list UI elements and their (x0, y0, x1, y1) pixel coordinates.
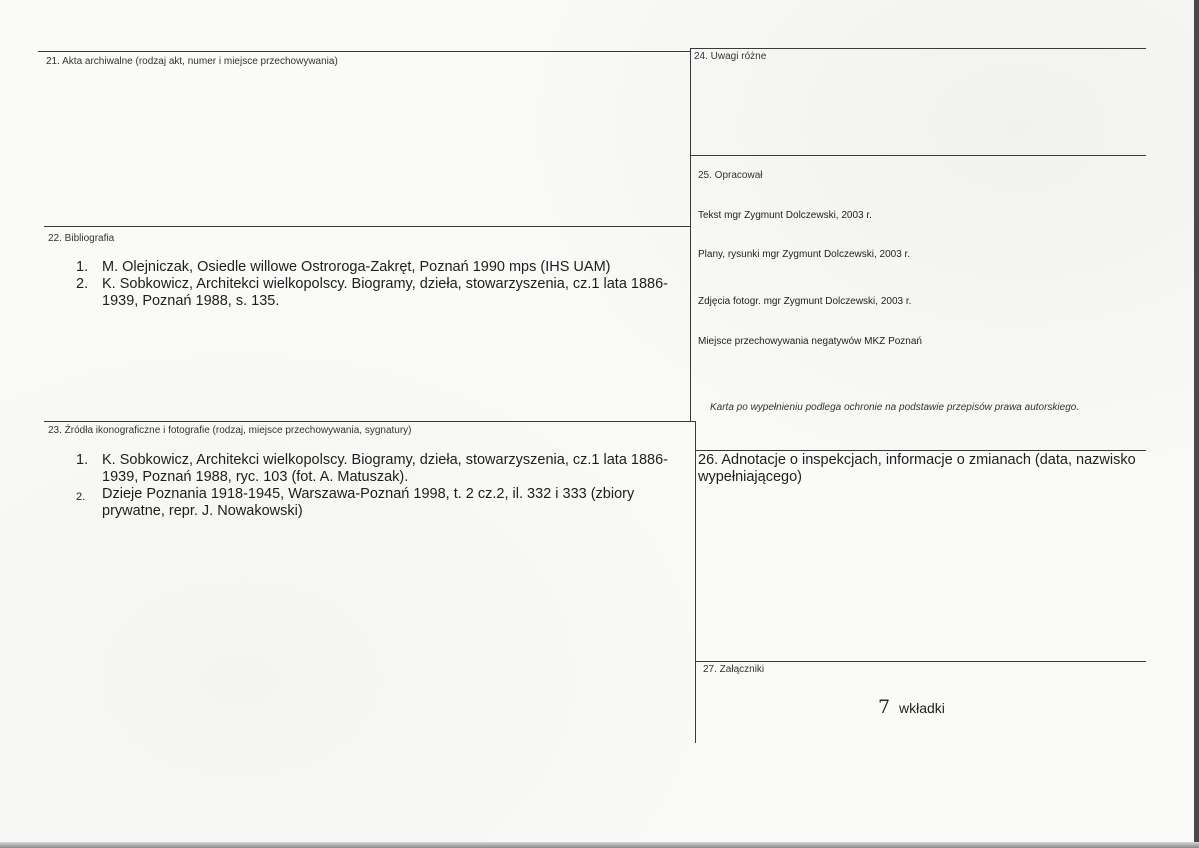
section-24-top-rule (690, 48, 1146, 49)
list-item-text: M. Olejniczak, Osiedle willowe Ostroroga-Zakręt, Poznań 1990 mps (IHS UAM) (102, 259, 611, 275)
column-divider-upper (690, 48, 691, 421)
column-divider-lower (695, 421, 696, 743)
author-plans-field: Plany, rysunki mgr Zygmunt Dolczewski, 2003 r. (698, 249, 911, 260)
iconography-list (76, 452, 682, 520)
author-text-field: Tekst mgr Zygmunt Dolczewski, 2003 r. (698, 210, 872, 221)
section-26-heading-line2: wypełniającego) (698, 469, 802, 485)
list-item-text-line1: Dzieje Poznania 1918-1945, Warszawa-Poznań 1998, t. 2 cz.2, il. 332 i 333 (zbiory (102, 486, 635, 502)
negatives-location-field: Miejsce przechowywania negatywów MKZ Poznań (698, 336, 922, 347)
copyright-note: Karta po wypełnieniu podlega ochronie na podstawie przepisów prawa autorskiego. (710, 402, 1080, 413)
bibliography-list (76, 259, 682, 310)
section-21-label: 21. Akta archiwalne (rodzaj akt, numer i miejsce przechowywania) (46, 56, 338, 67)
list-item-text-line1: K. Sobkowicz, Architekci wielkopolscy. Biogramy, dzieła, stowarzyszenia, cz.1 lata 1886- (102, 276, 669, 292)
list-item-number: 1. (76, 259, 89, 275)
list-item-text-line1: K. Sobkowicz, Architekci wielkopolscy. Biogramy, dzieła, stowarzyszenia, cz.1 lata 1886- (102, 452, 669, 468)
section-23-top-rule (44, 421, 696, 422)
list-item-number: 1. (76, 452, 89, 468)
section-26-top-rule (695, 450, 1146, 451)
attachment-type-text: wkładki (899, 700, 945, 716)
section-26-heading-line1: 26. Adnotacje o inspekcjach, informacje o zmianach (data, nazwisko (698, 452, 1136, 468)
section-25-label: 25. Opracował (698, 170, 763, 181)
section-25-top-rule (690, 155, 1146, 156)
section-26-heading (698, 452, 1143, 486)
list-item (76, 486, 682, 520)
list-item-number: 2. (76, 491, 86, 503)
section-21-top-rule (38, 51, 690, 52)
attachment-count-handwritten: 7 (878, 696, 891, 718)
section-27-label: 27. Załączniki (703, 664, 765, 675)
section-23-label: 23. Źródła ikonograficzne i fotografie (rodzaj, miejsce przechowywania, sygnatury) (48, 425, 412, 436)
scan-edge-right (1194, 0, 1199, 848)
section-24-label: 24. Uwagi różne (694, 51, 767, 62)
list-item-text-line2: 1939, Poznań 1988, ryc. 103 (fot. A. Matuszak). (102, 469, 409, 485)
section-22-label: 22. Bibliografia (48, 233, 115, 244)
list-item-text-line2: prywatne, repr. J. Nowakowski) (102, 503, 303, 519)
section-22-top-rule (44, 226, 690, 227)
section-27-top-rule (695, 661, 1146, 662)
author-photos-field: Zdjęcia fotogr. mgr Zygmunt Dolczewski, 2003 r. (698, 296, 912, 307)
list-item (76, 276, 682, 310)
list-item-text-line2: 1939, Poznań 1988, s. 135. (102, 293, 280, 309)
list-item (76, 452, 682, 486)
scan-edge-bottom (0, 842, 1199, 848)
list-item-number: 2. (76, 276, 89, 292)
list-item (76, 259, 682, 276)
